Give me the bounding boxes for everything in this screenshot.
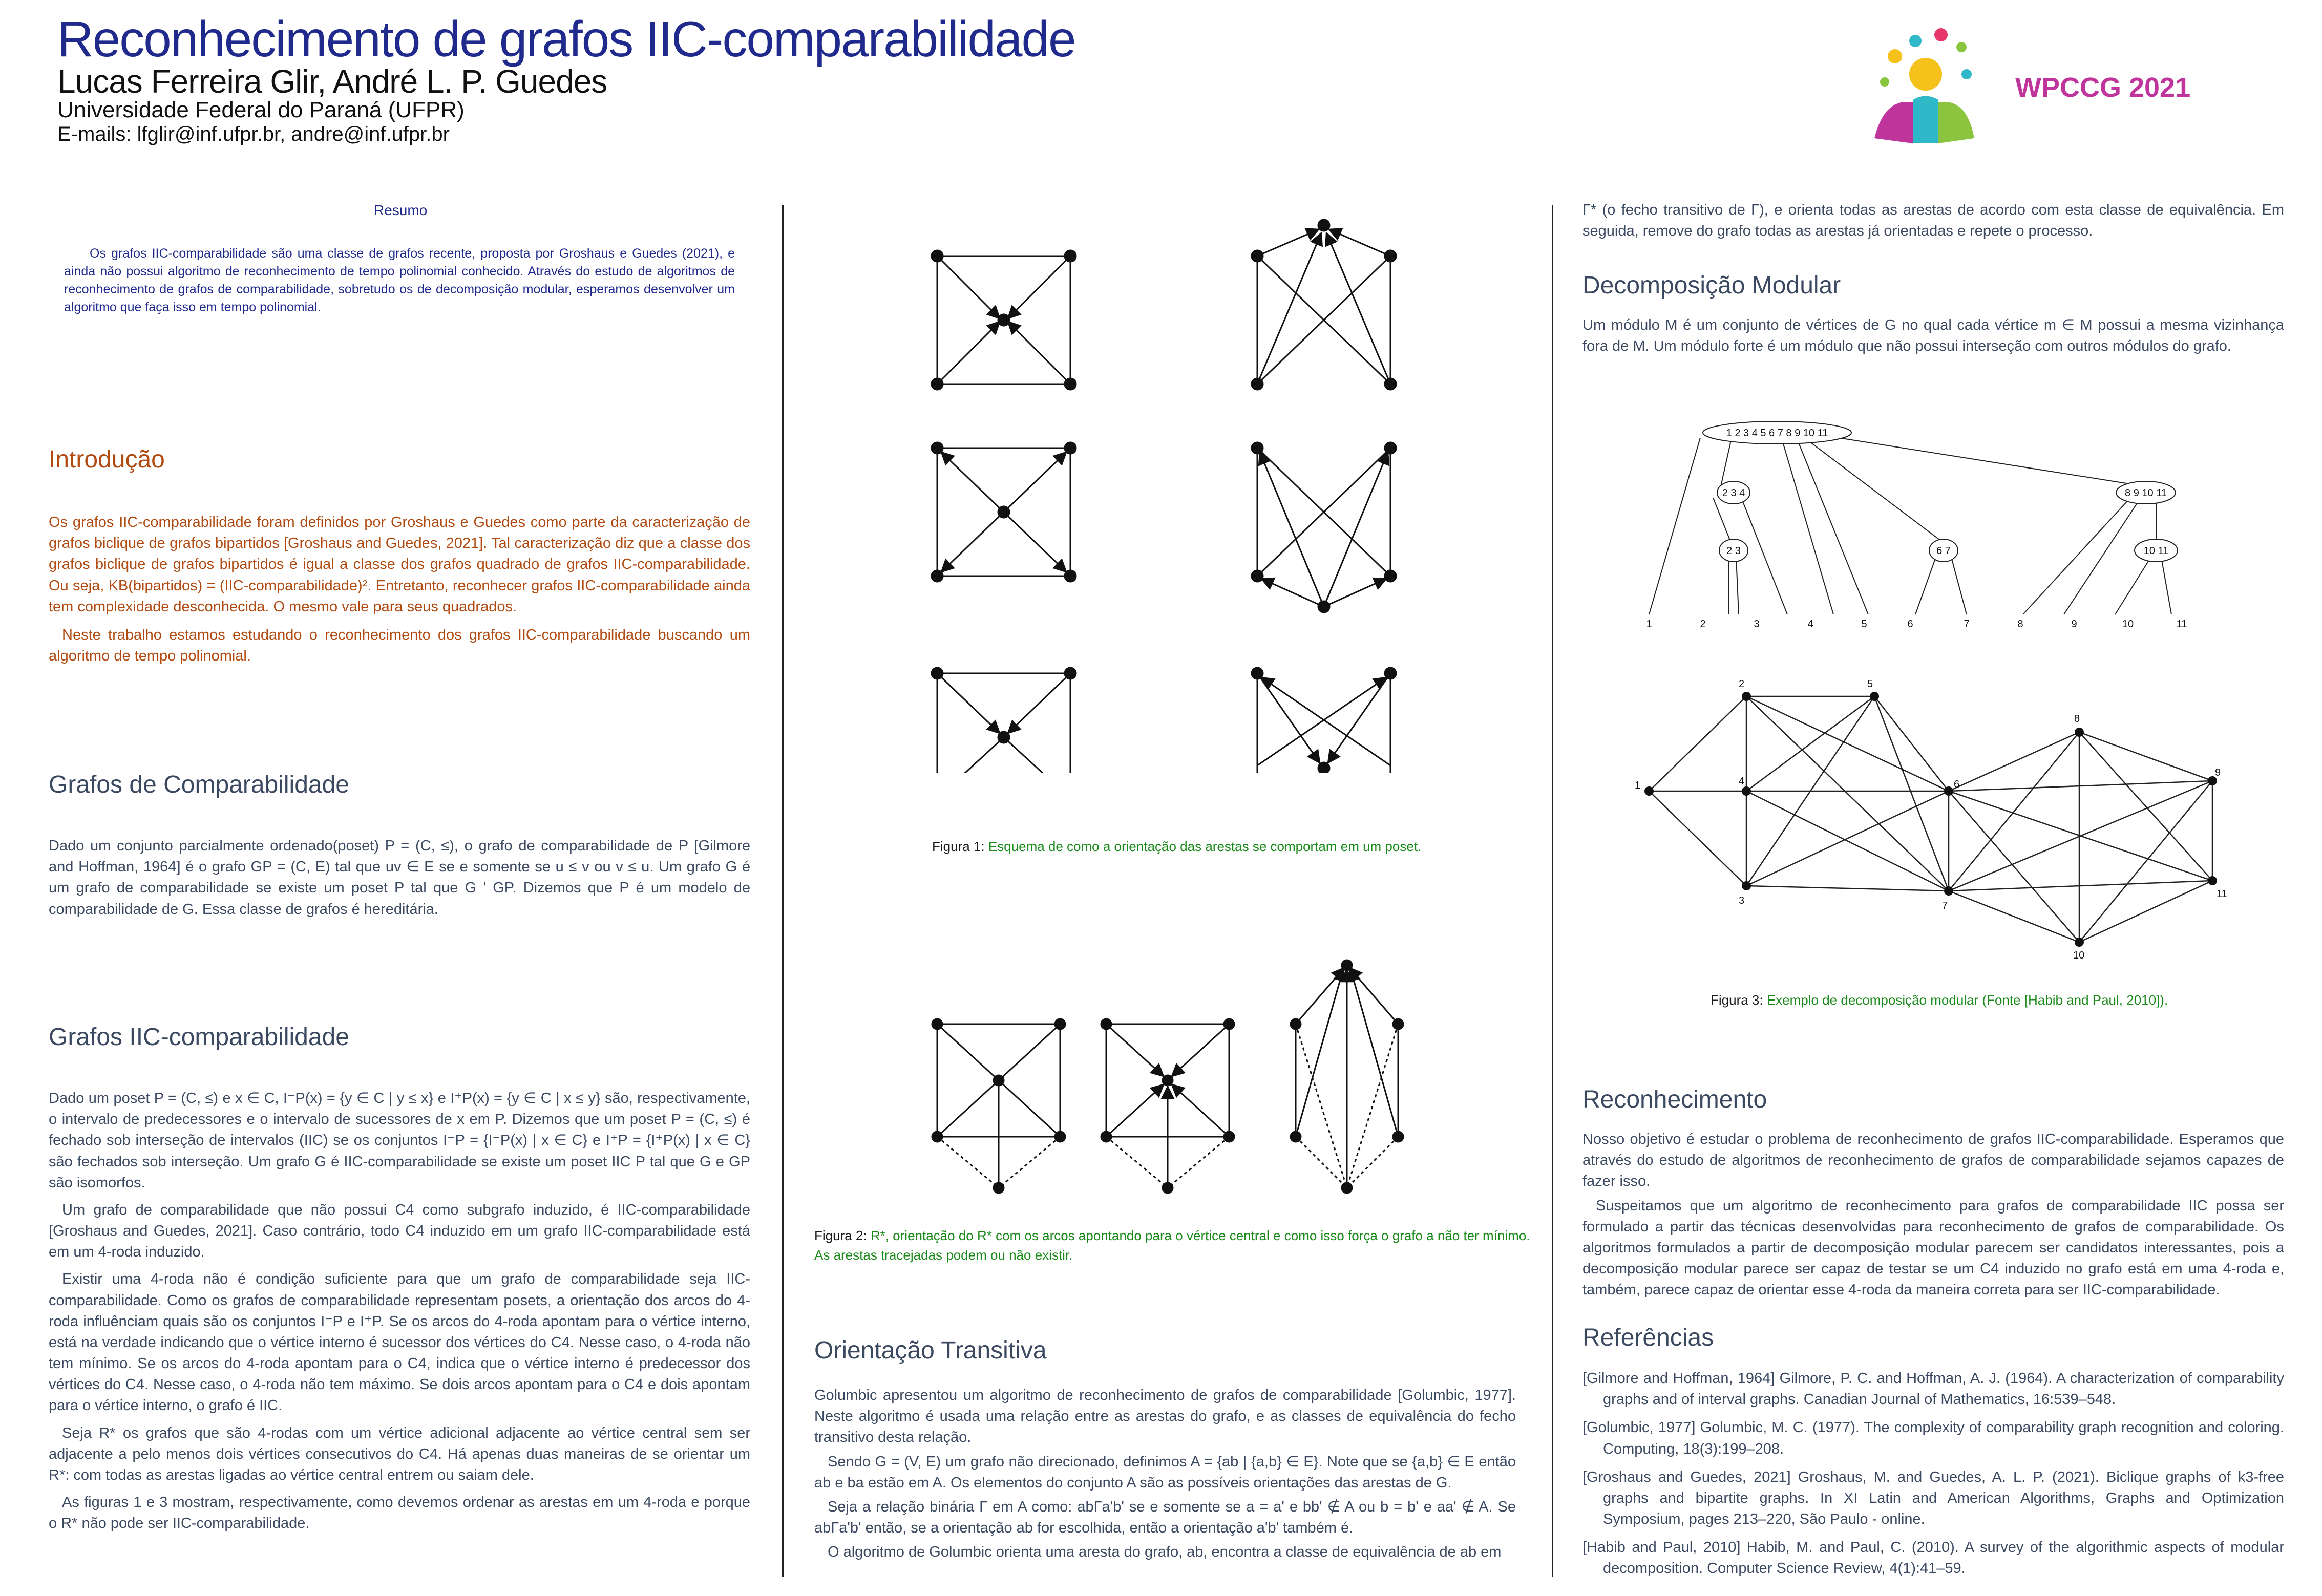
- recognition-body: [1582, 1129, 2284, 1301]
- wheel-3b: [1252, 668, 1396, 773]
- figure-2-text: R*, orientação do R* com os arcos apontando para o vértice central e como isso força o grafo a não ter mínimo. As arestas tracejadas podem ou não existir.: [814, 1228, 1530, 1263]
- tree-root-label: 1 2 3 4 5 6 7 8 9 10 11: [1726, 428, 1828, 439]
- iic-heading: Grafos IIC-comparabilidade: [49, 1024, 349, 1051]
- transitive-paragraph-3: Seja a relação binária Γ em A como: abΓa'b' se e somente se a = a' e bb' ∉ A ou b = b' e aa' ∉ A. Se abΓa'b' então, se a orientação ab for escolhida, então a orientação a'b' também é.: [814, 1498, 1516, 1537]
- wheel-1a: [932, 250, 1076, 390]
- graph-vertex-label: 4: [1739, 776, 1745, 787]
- graph-vertex-label: 5: [1867, 678, 1873, 690]
- reference-item: [Groshaus and Guedes, 2021] Groshaus, M. and Guedes, A. L. P. (2021). Biclique graphs of k3-free graphs and bipartite graphs. In XI Latin and American Algorithms, Graphs and Optimization Symposium, pages 213–220, São Paulo - online.: [1582, 1469, 2284, 1528]
- tree-leaf: 1: [1646, 619, 1652, 630]
- transitive-heading: Orientação Transitiva: [814, 1337, 1047, 1364]
- iic-paragraph-3: Existir uma 4-roda não é condição suficiente para que um grafo de comparabilidade seja IIC-comparabilidade. Como os grafos de comparabilidade representam posets, a orientação dos arcos do 4-roda influênciam quais são os conjuntos I⁻P e I⁺P. Se os arcos do 4-roda apontam para o vértice interno, está na verdade indicando que o vértice interno é sucessor dos vértices do C4. Nesse caso, o 4-roda não tem mínimo. Se os arcos do 4-roda apontam para o C4, indica que o vértice interno é predecessor dos vértices do C4. Nesse caso, o 4-roda não tem máximo. Se dois arcos apontam para o C4 e dois apontam para o vértice interno, o grafo é IIC.: [49, 1271, 750, 1414]
- iic-paragraph-1: Dado um poset P = (C, ≤) e x ∈ C, I⁻P(x) = {y ∈ C | y ≤ x} e I⁺P(x) = {y ∈ C | x ≤ y} são, respectivamente, o intervalo de predecessores e o intervalo de sucessores de x em P. Dizemos que um poset P = (C, ≤) é fechado sob interseção de intervalos (IIC) se os conjuntos I⁻P = {I⁻P(x) | x ∈ C} e I⁺P = {I⁺P(x) | x ∈ C} são fechados sob interseção. Um grafo G é IIC-comparabilidade se existe um poset IIC P tal que G e GP são isomorfos.: [49, 1090, 750, 1191]
- iic-paragraph-2: Um grafo de comparabilidade que não possui C4 como subgrafo induzido, é IIC-comparabilidade [Groshaus and Guedes, 2021]. Caso contrário, todo C4 induzido em um grafo IIC-comparabilidade está em um 4-roda induzido.: [49, 1201, 750, 1261]
- references-list: [1582, 1368, 2284, 1587]
- tree-leaf: 11: [2176, 619, 2187, 630]
- figure-2-label: Figura 2:: [814, 1228, 867, 1243]
- reference-item: [Golumbic, 1977] Golumbic, M. C. (1977). The complexity of comparability graph recognition and coloring. Computing, 18(3):199–208.: [1582, 1419, 2284, 1457]
- comparability-body: [49, 836, 750, 920]
- modular-heading: Decomposição Modular: [1582, 272, 1841, 299]
- graph-vertex-label: 9: [2215, 767, 2221, 778]
- transitive-paragraph-1: Golumbic apresentou um algoritmo de reconhecimento de grafos de comparabilidade [Golumbic, 1977]. Neste algoritmo é usada uma relação entre as arestas do grafo, e as classes de equivalência do fecho transitivo desta relação.: [814, 1387, 1516, 1446]
- tree-node-234: 2 3 4: [1722, 487, 1745, 499]
- figure-3-caption: [1711, 991, 2168, 1010]
- tree-leaf: 4: [1807, 619, 1813, 630]
- decomposition-tree: [1613, 415, 2228, 635]
- references-heading: Referências: [1582, 1324, 1714, 1351]
- tree-node-23: 2 3: [1726, 545, 1741, 557]
- recognition-paragraph-2: Suspeitamos que um algoritmo de reconhecimento para grafos de comparabilidade IIC possa ser formulado a partir das técnicas desenvolvidas para reconhecimento de grafos de comparabilidade. Os algoritmos formulados a partir de decomposição modular parecem ser candidatos interessantes, pois a decomposição modular parece ser capaz de testar se um C4 induzido no grafo está em uma 4-roda e, também, parece capaz de orientar esse 4-roda da maneira correta para ser IIC-comparabilidade.: [1582, 1197, 2284, 1299]
- emails: E-mails: lfglir@inf.ufpr.br, andre@inf.ufpr.br: [57, 123, 450, 145]
- example-graph: [1629, 676, 2243, 963]
- wheel-3a: [932, 668, 1076, 773]
- transitive-paragraph-2: Sendo G = (V, E) um grafo não direcionado, definimos A = {ab | {a,b} ∈ E}. Note que se {a,b} ∈ E então ab e ba estão em A. Os elementos do conjunto A são as possíveis orientações das arestas de G.: [814, 1453, 1516, 1491]
- figure-2-drawing: [922, 957, 1424, 1214]
- logo-mark-icon: [1874, 28, 1974, 143]
- recognition-heading: Reconhecimento: [1582, 1086, 1767, 1113]
- iic-paragraph-5: As figuras 1 e 3 mostram, respectivamente, como devemos ordenar as arestas em um 4-roda e porque o R* não pode ser IIC-comparabilidade.: [49, 1494, 750, 1532]
- figure-1-text: Esquema de como a orientação das arestas se comportam em um poset.: [988, 839, 1422, 854]
- tree-leaf: 7: [1964, 619, 1970, 630]
- transitive-body: [814, 1385, 1516, 1563]
- transitive-continued: [1582, 200, 2284, 242]
- tree-node-67: 6 7: [1936, 545, 1951, 557]
- graph-vertex-label: 11: [2217, 888, 2227, 900]
- abstract-heading: Resumo: [374, 202, 428, 218]
- tree-leaf: 9: [2071, 619, 2077, 630]
- graph-vertex-label: 7: [1942, 900, 1948, 911]
- tree-leaf: 3: [1754, 619, 1760, 630]
- tree-leaf: 6: [1907, 619, 1913, 630]
- iic-body: [49, 1088, 750, 1534]
- graph-vertex-label: 10: [2073, 950, 2085, 961]
- tree-node-891011: 8 9 10 11: [2125, 487, 2167, 499]
- column-divider-right: [1552, 205, 1553, 1577]
- transitive-paragraph-5: Γ* (o fecho transitivo de Γ), e orienta todas as arestas de acordo com esta classe de equivalência. Em seguida, remove do grafo todas as arestas já orientadas e repete o processo.: [1582, 202, 2284, 240]
- figure-1-drawing: [912, 210, 1454, 773]
- intro-paragraph-2: Neste trabalho estamos estudando o reconhecimento dos grafos IIC-comparabilidade buscando um algoritmo de tempo polinomial.: [49, 626, 750, 665]
- transitive-paragraph-4: O algoritmo de Golumbic orienta uma aresta do grafo, ab, encontra a classe de equivalência de ab em: [828, 1544, 1502, 1561]
- abstract-text: Os grafos IIC-comparabilidade são uma classe de grafos recente, proposta por Groshaus e Guedes (2021), e ainda não possui algoritmo de reconhecimento de tempo polinomial conhecido. Através do estudo de algoritmos de reconhecimento de grafos de comparabilidade, sobretudo os de decomposição modular, esperamos desenvolver um algoritmo que faça isso em tempo polinomial.: [64, 246, 735, 314]
- poster-title: Reconhecimento de grafos IIC-comparabilidade: [57, 11, 1075, 67]
- tree-leaf: 2: [1700, 619, 1706, 630]
- comparability-paragraph: Dado um conjunto parcialmente ordenado(poset) P = (C, ≤), o grafo de comparabilidade de P [Gilmore and Hoffman, 1964] é o grafo GP = (C, E) tal que uv ∈ E se e somente se u ≤ v ou v ≤ u. Um grafo G é um grafo de comparabilidade se existe um poset P tal que G ' GP. Dizemos que P é um modelo de comparabilidade de G. Essa classe de grafos é hereditária.: [49, 838, 750, 918]
- recognition-paragraph-1: Nosso objetivo é estudar o problema de reconhecimento de grafos IIC-comparabilidade. Esperamos que através do estudo de algoritmos de reconhecimento de grafos de comparabilidade sejamos capazes de fazer isso.: [1582, 1131, 2284, 1190]
- tree-node-1011: 10 11: [2143, 545, 2169, 557]
- affiliation: Universidade Federal do Paraná (UFPR): [57, 97, 465, 122]
- intro-heading: Introdução: [49, 446, 165, 473]
- intro-body: [49, 512, 750, 667]
- comparability-heading: Grafos de Comparabilidade: [49, 771, 349, 798]
- figure-3-label: Figura 3:: [1711, 992, 1763, 1008]
- r-star-forced: [1291, 960, 1403, 1193]
- reference-item: [Habib and Paul, 2010] Habib, M. and Paul, C. (2010). A survey of the algorithmic aspects of modular decomposition. Computer Science Review, 4(1):41–59.: [1582, 1539, 2284, 1577]
- figure-2-caption: [814, 1226, 1531, 1265]
- tree-leaf: 5: [1861, 619, 1867, 630]
- graph-vertex-label: 1: [1635, 780, 1641, 791]
- graph-vertex-label: 3: [1739, 895, 1745, 906]
- logo-text: WPCCG 2021: [2015, 72, 2191, 103]
- figure-1-label: Figura 1:: [932, 839, 985, 854]
- r-star-oriented: [1101, 1019, 1234, 1193]
- wheel-2a: [932, 442, 1076, 582]
- graph-vertex-label: 8: [2074, 713, 2080, 725]
- figure-3-text: Exemplo de decomposição modular (Fonte [Habib and Paul, 2010]).: [1766, 992, 2168, 1008]
- reference-item: [Gilmore and Hoffman, 1964] Gilmore, P. C. and Hoffman, A. J. (1964). A characterization of comparability graphs and of interval graphs. Canadian Journal of Mathematics, 16:539–548.: [1582, 1370, 2284, 1408]
- modular-paragraph: Um módulo M é um conjunto de vértices de G no qual cada vértice m ∈ M possui a mesma vizinhança fora de M. Um módulo forte é um módulo que não possui interseção com outros módulos do grafo.: [1582, 317, 2284, 355]
- graph-vertex-label: 6: [1954, 779, 1960, 790]
- intro-paragraph-1: Os grafos IIC-comparabilidade foram definidos por Groshaus e Guedes como parte da caracterização de grafos biclique de grafos bipartidos [Groshaus and Guedes, 2021]. Tal caracterização diz que a classe dos grafos biclique de grafos bipartidos é igual a classe dos grafos quadrado de grafos IIC-comparabilidade. Ou seja, KB(bipartidos) = (IIC-comparabilidade)². Entretanto, reconhecer grafos IIC-comparabilidade ainda tem complexidade desconhecida. O mesmo vale para seus quadrados.: [49, 514, 750, 615]
- graph-vertex-label: 2: [1739, 678, 1745, 690]
- modular-body: [1582, 315, 2284, 357]
- tree-leaf: 8: [2017, 619, 2023, 630]
- authors: Lucas Ferreira Glir, André L. P. Guedes: [57, 63, 607, 100]
- wheel-1b: [1252, 220, 1396, 390]
- wheel-2b: [1252, 442, 1396, 612]
- figure-1-caption: [932, 837, 1421, 857]
- column-divider-left: [782, 205, 784, 1577]
- iic-paragraph-4: Seja R* os grafos que são 4-rodas com um vértice adicional adjacente ao vértice central sem ser adjacente a pelo menos dois vértices consecutivos do C4. Há apenas duas maneiras de se orientar um R*: com todas as arestas ligadas ao vértice central entrem ou saiam dele.: [49, 1424, 750, 1483]
- tree-leaf: 10: [2122, 619, 2134, 630]
- r-star-graph: [932, 1019, 1065, 1193]
